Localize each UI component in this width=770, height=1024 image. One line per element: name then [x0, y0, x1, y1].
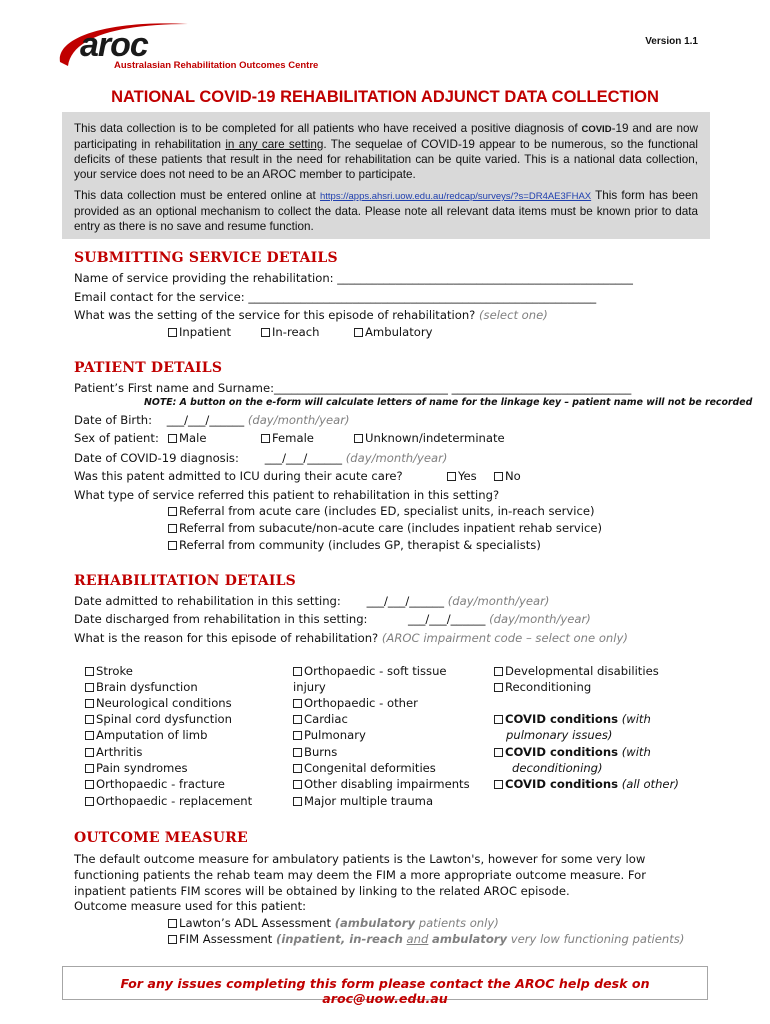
impairment-option[interactable]: Amputation of limb — [85, 728, 207, 743]
sex-option-male[interactable]: Male — [168, 431, 206, 446]
outcome-option-fim[interactable]: FIM Assessment (inpatient, in-reach and ambulatory very low functioning patients) — [168, 932, 684, 947]
outcome-question: Outcome measure used for this patient: — [74, 899, 307, 913]
referral-question: What type of service referred this patient to rehabilitation in this setting? — [74, 488, 500, 502]
checkbox-icon[interactable] — [168, 919, 177, 928]
checkbox-icon[interactable] — [85, 748, 94, 757]
checkbox-icon[interactable] — [168, 434, 177, 443]
aroc-logo-subtitle: Australasian Rehabilitation Outcomes Centre — [114, 60, 319, 71]
checkbox-icon[interactable] — [168, 541, 177, 550]
impairment-option[interactable]: Developmental disabilities — [494, 664, 659, 679]
setting-option-inpatient[interactable]: Inpatient — [168, 325, 231, 340]
outcome-description: The default outcome measure for ambulatory patients is the Lawton's, however for some very low functioning patients the rehab team may deem the FIM a more appropriate outcome measure. For inpatient patients FIM scores will be obtained by linking to the related AROC episode. — [74, 852, 646, 898]
impairment-option[interactable]: Orthopaedic - replacement — [85, 794, 252, 809]
checkbox-icon[interactable] — [494, 780, 503, 789]
checkbox-icon[interactable] — [494, 683, 503, 692]
impairment-option[interactable]: Orthopaedic - soft tissue — [293, 664, 447, 679]
checkbox-icon[interactable] — [168, 507, 177, 516]
redcap-survey-link[interactable]: https://apps.ahsri.uow.edu.au/redcap/surveys/?s=DR4AE3FHAX — [319, 191, 592, 202]
referral-option-community[interactable]: Referral from community (includes GP, therapist & specialists) — [168, 538, 541, 553]
intro-paragraph-2: This data collection must be entered online at https://apps.ahsri.uow.edu.au/redcap/surveys/?s=DR4AE3FHAX This form has been provided as an optional mechanism to collect the data. Please note all relevant data items must be known prior to data entry as there is no save and resume function. — [74, 189, 699, 233]
section-heading-outcome: OUTCOME MEASURE — [74, 830, 248, 846]
reason-question: What is the reason for this episode of rehabilitation? (AROC impairment code – select one only) — [74, 631, 628, 645]
checkbox-icon[interactable] — [293, 667, 302, 676]
linkage-key-note: NOTE: A button on the e-form will calculate letters of name for the linkage key – patient name will not be recorded — [144, 397, 753, 408]
impairment-option[interactable]: Spinal cord dysfunction — [85, 712, 232, 727]
impairment-option[interactable]: Orthopaedic - fracture — [85, 777, 225, 792]
checkbox-icon[interactable] — [85, 715, 94, 724]
impairment-option-continued: injury — [293, 680, 326, 694]
checkbox-icon[interactable] — [494, 748, 503, 757]
referral-option-subacute[interactable]: Referral from subacute/non-acute care (includes inpatient rehab service) — [168, 521, 602, 536]
impairment-option[interactable]: Stroke — [85, 664, 133, 679]
checkbox-icon[interactable] — [293, 731, 302, 740]
sex-option-unknown[interactable]: Unknown/indeterminate — [354, 431, 505, 446]
intro-box — [62, 112, 710, 239]
checkbox-icon[interactable] — [85, 764, 94, 773]
version-label: Version 1.1 — [645, 36, 698, 47]
impairment-option[interactable]: Reconditioning — [494, 680, 591, 695]
checkbox-icon[interactable] — [85, 797, 94, 806]
impairment-option[interactable]: Orthopaedic - other — [293, 696, 418, 711]
impairment-option[interactable]: Pain syndromes — [85, 761, 188, 776]
dob-row[interactable]: Date of Birth: ___/___/______ (day/month/year) — [74, 413, 350, 427]
impairment-option[interactable]: Brain dysfunction — [85, 680, 198, 695]
impairment-option[interactable]: Arthritis — [85, 745, 142, 760]
sex-option-female[interactable]: Female — [261, 431, 314, 446]
impairment-option[interactable]: Cardiac — [293, 712, 348, 727]
help-desk-text: For any issues completing this form please contact the AROC help desk on aroc@uow.edu.au — [120, 976, 650, 1006]
impairment-option-continued: pulmonary issues) — [506, 728, 613, 742]
page-title: NATIONAL COVID-19 REHABILITATION ADJUNCT DATA COLLECTION — [111, 88, 659, 106]
aroc-logo-text: aroc — [80, 26, 148, 64]
service-name-field[interactable]: Name of service providing the rehabilitation: ___________________________________________________ — [74, 271, 633, 285]
impairment-option[interactable]: Neurological conditions — [85, 696, 232, 711]
impairment-option[interactable]: Pulmonary — [293, 728, 366, 743]
outcome-option-lawton[interactable]: Lawton’s ADL Assessment (ambulatory patients only) — [168, 916, 499, 931]
checkbox-icon[interactable] — [293, 715, 302, 724]
section-heading-rehab: REHABILITATION DETAILS — [74, 573, 296, 589]
checkbox-icon[interactable] — [494, 715, 503, 724]
help-desk-box — [62, 966, 708, 1006]
intro-paragraph-1: This data collection is to be completed for all patients who have received a positive diagnosis of COVID-19 and are now participating in rehabilitation in any care setting. The sequelae of COVID-19 appear to be numerous, so the functional deficits of these patients that result in the need for rehabilitation can be quite varied. This is a national data collection, your service does not need to be an AROC member to participate. — [74, 122, 699, 181]
icu-option-yes[interactable]: Yes — [447, 469, 477, 484]
sex-label: Sex of patient: — [74, 431, 159, 445]
checkbox-icon[interactable] — [293, 764, 302, 773]
patient-name-field[interactable]: Patient’s First name and Surname:______________________________ _______________________________ — [74, 381, 632, 395]
impairment-option[interactable]: Burns — [293, 745, 337, 760]
checkbox-icon[interactable] — [293, 699, 302, 708]
checkbox-icon[interactable] — [261, 434, 270, 443]
date-admitted-row[interactable]: Date admitted to rehabilitation in this setting: ___/___/______ (day/month/year) — [74, 594, 550, 608]
checkbox-icon[interactable] — [293, 780, 302, 789]
checkbox-icon[interactable] — [494, 667, 503, 676]
checkbox-icon[interactable] — [354, 434, 363, 443]
checkbox-icon[interactable] — [354, 328, 363, 337]
icu-question: Was this patent admitted to ICU during their acute care? — [74, 469, 403, 483]
icu-option-no[interactable]: No — [494, 469, 521, 484]
impairment-option-covid-deconditioning[interactable]: COVID conditions (with — [494, 745, 651, 760]
covid-diagnosis-row[interactable]: Date of COVID-19 diagnosis: ___/___/______ (day/month/year) — [74, 451, 448, 465]
setting-question: What was the setting of the service for this episode of rehabilitation? (select one) — [74, 308, 548, 322]
setting-option-ambulatory[interactable]: Ambulatory — [354, 325, 433, 340]
checkbox-icon[interactable] — [447, 472, 456, 481]
date-discharged-row[interactable]: Date discharged from rehabilitation in this setting: ___/___/______ (day/month/year) — [74, 612, 591, 626]
checkbox-icon[interactable] — [85, 731, 94, 740]
impairment-option[interactable]: Congenital deformities — [293, 761, 436, 776]
checkbox-icon[interactable] — [85, 699, 94, 708]
section-heading-submitting: SUBMITTING SERVICE DETAILS — [74, 250, 338, 266]
checkbox-icon[interactable] — [293, 797, 302, 806]
impairment-option-continued: deconditioning) — [512, 761, 603, 775]
checkbox-icon[interactable] — [168, 328, 177, 337]
service-email-field[interactable]: Email contact for the service: ____________________________________________________________ — [74, 290, 597, 304]
checkbox-icon[interactable] — [293, 748, 302, 757]
impairment-option-covid-other[interactable]: COVID conditions (all other) — [494, 777, 679, 792]
section-heading-patient: PATIENT DETAILS — [74, 360, 223, 376]
impairment-option-covid-pulmonary[interactable]: COVID conditions (with — [494, 712, 651, 727]
checkbox-icon[interactable] — [261, 328, 270, 337]
checkbox-icon[interactable] — [85, 780, 94, 789]
referral-option-acute[interactable]: Referral from acute care (includes ED, specialist units, in-reach service) — [168, 504, 595, 519]
impairment-option[interactable]: Major multiple trauma — [293, 794, 433, 809]
setting-option-in-reach[interactable]: In-reach — [261, 325, 319, 340]
checkbox-icon[interactable] — [168, 935, 177, 944]
checkbox-icon[interactable] — [494, 472, 503, 481]
impairment-option[interactable]: Other disabling impairments — [293, 777, 470, 792]
checkbox-icon[interactable] — [85, 667, 94, 676]
checkbox-icon[interactable] — [85, 683, 94, 692]
checkbox-icon[interactable] — [168, 524, 177, 533]
